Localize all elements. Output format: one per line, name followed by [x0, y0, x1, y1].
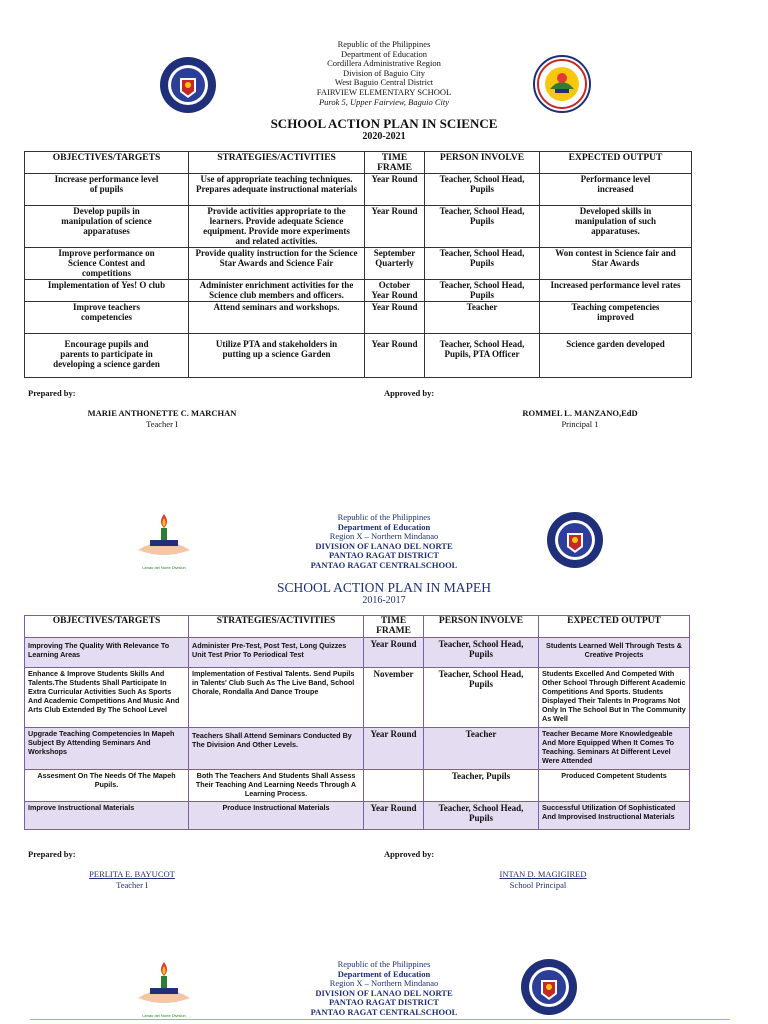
- division-logo: [132, 510, 196, 570]
- table-header-row: [25, 616, 690, 638]
- division-logo-caption: Lanao del Norte Division: [142, 565, 186, 570]
- table-row: [25, 280, 692, 302]
- letterhead-line: Department of Education: [341, 48, 427, 59]
- table-cell: Teacher, School Head, Pupils: [424, 668, 539, 728]
- deped-seal: [159, 56, 217, 114]
- column-header: STRATEGIES/ACTIVITIES: [189, 616, 364, 638]
- letterhead-line: Republic of the Philippines: [337, 512, 431, 522]
- page2-year: 2016-2017: [362, 595, 406, 606]
- letterhead-line: Department of Education: [337, 521, 431, 532]
- table-cell: Administer enrichment activities for the Science club members and officers.: [189, 280, 365, 302]
- table-cell: Won contest in Science fair and Star Awards: [540, 248, 692, 280]
- table-cell: Teacher: [425, 302, 540, 334]
- table-row: [25, 302, 692, 334]
- table-header-row: [25, 152, 692, 174]
- table-cell: Improve teachers competencies: [25, 302, 189, 334]
- table-row: [25, 248, 692, 280]
- footer-divider: [30, 1019, 730, 1020]
- table-cell: Attend seminars and workshops.: [189, 302, 365, 334]
- letterhead-line: FAIRVIEW ELEMENTARY SCHOOL: [316, 86, 452, 97]
- letterhead-line: PANTAO RAGAT DISTRICT: [329, 997, 439, 1008]
- page2-title: SCHOOL ACTION PLAN IN MAPEH: [276, 580, 491, 595]
- page1-letterhead: [234, 40, 534, 107]
- approved-by-role: Principal 1: [561, 419, 599, 429]
- approved-by-label: Approved by:: [384, 388, 435, 398]
- table-cell: [364, 770, 424, 802]
- table-cell: Teacher, Pupils: [424, 770, 539, 802]
- table-cell: Teacher, School Head, Pupils: [425, 248, 540, 280]
- table-cell: Produced Competent Students: [539, 770, 690, 802]
- column-header: PERSON INVOLVE: [424, 616, 539, 638]
- table-cell: Teacher, School Head, Pupils: [424, 802, 539, 830]
- table-cell: Implementation of Festival Talents. Send Pupils in Talents' Club Such As The Live Band, School Chorale, Rondalla And Dance Troupe: [189, 668, 364, 728]
- prepared-by-name: MARIE ANTHONETTE C. MARCHAN: [87, 408, 237, 418]
- deped-seal: [546, 511, 604, 569]
- letterhead-line: Republic of the Philippines: [337, 959, 431, 969]
- letterhead-line: PANTAO RAGAT CENTRALSCHOOL: [310, 1006, 458, 1017]
- table-row: [25, 174, 692, 206]
- table-cell: Developed skills in manipulation of such apparatuses.: [540, 206, 692, 248]
- table-cell: Improve Instructional Materials: [25, 802, 189, 830]
- table-cell: Produce Instructional Materials: [189, 802, 364, 830]
- page2-letterhead: [234, 513, 534, 571]
- table-cell: October Year Round: [365, 280, 425, 302]
- table-cell: Science garden developed: [540, 334, 692, 378]
- page1-title: SCHOOL ACTION PLAN IN SCIENCE: [270, 116, 498, 131]
- approved-by-label: Approved by:: [384, 849, 435, 859]
- table-row: [25, 334, 692, 378]
- table-row: [25, 802, 690, 830]
- table-cell: Teacher, School Head, Pupils: [424, 638, 539, 668]
- column-header: TIME FRAME: [365, 152, 425, 174]
- table-cell: Provide activities appropriate to the learners. Provide adequate Science equipment. Provide more experiments and related activities.: [189, 206, 365, 248]
- column-header: EXPECTED OUTPUT: [540, 152, 692, 174]
- column-header: STRATEGIES/ACTIVITIES: [189, 152, 365, 174]
- table-cell: Teacher, School Head, Pupils: [425, 206, 540, 248]
- letterhead-line: Region X – Northern Mindanao: [329, 531, 439, 542]
- table-cell: Encourage pupils and parents to participate in developing a science garden: [25, 334, 189, 378]
- column-header: TIME FRAME: [364, 616, 424, 638]
- table-cell: November: [364, 668, 424, 728]
- approved-by-name: ROMMEL L. MANZANO,EdD: [522, 408, 638, 418]
- page3-letterhead: [234, 960, 534, 1018]
- table-cell: Provide quality instruction for the Science Star Awards and Science Fair: [189, 248, 365, 280]
- letterhead-line: Purok 5, Upper Fairview, Baguio City: [318, 96, 450, 107]
- table-row: [25, 638, 690, 668]
- table-cell: Teaching competencies improved: [540, 302, 692, 334]
- column-header: PERSON INVOLVE: [425, 152, 540, 174]
- table-cell: Teacher Became More Knowledgeable And More Equipped When It Comes To Teaching. Seminars At Different Level Were Attended: [539, 728, 690, 770]
- letterhead-line: West Baguio Central District: [334, 77, 434, 88]
- table-cell: Teacher, School Head, Pupils: [425, 280, 540, 302]
- mapeh-action-plan-table: [24, 615, 690, 830]
- letterhead-line: DIVISION OF LANAO DEL NORTE: [315, 987, 453, 998]
- letterhead-line: Cordillera Administrative Region: [327, 58, 441, 69]
- column-header: EXPECTED OUTPUT: [539, 616, 690, 638]
- letterhead-line: Republic of the Philippines: [337, 39, 431, 49]
- prepared-by-role: Teacher I: [116, 880, 148, 890]
- table-cell: Upgrade Teaching Competencies In Mapeh Subject By Attending Seminars And Workshops: [25, 728, 189, 770]
- table-cell: Teachers Shall Attend Seminars Conducted By The Division And Other Levels.: [189, 728, 364, 770]
- table-cell: Year Round: [364, 638, 424, 668]
- table-cell: Students Excelled And Competed With Other School Through Different Academic Competitions And Sports. Students Displayed Their Talents In Programs Not Only In The School But In The Community As Well: [539, 668, 690, 728]
- table-cell: Year Round: [365, 334, 425, 378]
- torch-icon: [132, 958, 196, 1008]
- table-row: [25, 770, 690, 802]
- table-cell: Teacher: [424, 728, 539, 770]
- letterhead-line: Region X – Northern Mindanao: [329, 978, 439, 989]
- table-cell: Successful Utilization Of Sophisticated And Improvised Instructional Materials: [539, 802, 690, 830]
- letterhead-line: PANTAO RAGAT CENTRALSCHOOL: [310, 559, 458, 570]
- division-logo: [132, 958, 196, 1016]
- table-cell: Use of appropriate teaching techniques. Prepares adequate instructional materials: [189, 174, 365, 206]
- table-cell: Teacher, School Head, Pupils, PTA Officer: [425, 334, 540, 378]
- approved-by-name: INTAN D. MAGIGIRED: [499, 869, 587, 879]
- table-cell: September Quarterly: [365, 248, 425, 280]
- table-cell: Year Round: [365, 206, 425, 248]
- table-cell: Both The Teachers And Students Shall Assess Their Teaching And Learning Needs Through A Learning Process.: [189, 770, 364, 802]
- prepared-by-role: Teacher I: [146, 419, 178, 429]
- letterhead-line: Department of Education: [337, 968, 431, 979]
- letterhead-line: DIVISION OF LANAO DEL NORTE: [315, 540, 453, 551]
- prepared-by-name: PERLITA E. BAYUCOT: [89, 869, 175, 879]
- table-cell: Performance level increased: [540, 174, 692, 206]
- table-cell: Administer Pre-Test, Post Test, Long Quizzes Unit Test Prior To Periodical Test: [189, 638, 364, 668]
- torch-icon: [132, 510, 196, 560]
- table-cell: Assesment On The Needs Of The Mapeh Pupils.: [25, 770, 189, 802]
- prepared-by-label: Prepared by:: [28, 849, 76, 859]
- table-cell: Year Round: [364, 728, 424, 770]
- page1-year: 2020-2021: [362, 131, 406, 142]
- table-cell: Improving The Quality With Relevance To Learning Areas: [25, 638, 189, 668]
- table-cell: Develop pupils in manipulation of science apparatuses: [25, 206, 189, 248]
- approved-by-role: School Principal: [509, 880, 567, 890]
- letterhead-line: PANTAO RAGAT DISTRICT: [329, 550, 439, 561]
- prepared-by-label: Prepared by:: [28, 388, 76, 398]
- table-cell: Utilize PTA and stakeholders in putting up a science Garden: [189, 334, 365, 378]
- table-cell: Increase performance level of pupils: [25, 174, 189, 206]
- division-logo-caption: Lanao del Norte Division: [142, 1013, 186, 1018]
- table-cell: Year Round: [364, 802, 424, 830]
- table-cell: Implementation of Yes! O club: [25, 280, 189, 302]
- letterhead-line: Division of Baguio City: [343, 67, 425, 78]
- table-row: [25, 728, 690, 770]
- table-cell: Year Round: [365, 174, 425, 206]
- table-cell: Enhance & Improve Students Skills And Talents.The Students Shall Participate In Extra Curricular Activities Such As Sports And Academic Competitions And Music And Arts Club Extended By The School Level: [25, 668, 189, 728]
- table-row: [25, 668, 690, 728]
- table-row: [25, 206, 692, 248]
- column-header: OBJECTIVES/TARGETS: [25, 152, 189, 174]
- table-cell: Year Round: [365, 302, 425, 334]
- table-cell: Improve performance on Science Contest and competitions: [25, 248, 189, 280]
- table-cell: Increased performance level rates: [540, 280, 692, 302]
- school-seal: [533, 55, 591, 113]
- science-action-plan-table: [24, 151, 692, 378]
- table-cell: Students Learned Well Through Tests & Creative Projects: [539, 638, 690, 668]
- table-cell: Teacher, School Head, Pupils: [425, 174, 540, 206]
- column-header: OBJECTIVES/TARGETS: [25, 616, 189, 638]
